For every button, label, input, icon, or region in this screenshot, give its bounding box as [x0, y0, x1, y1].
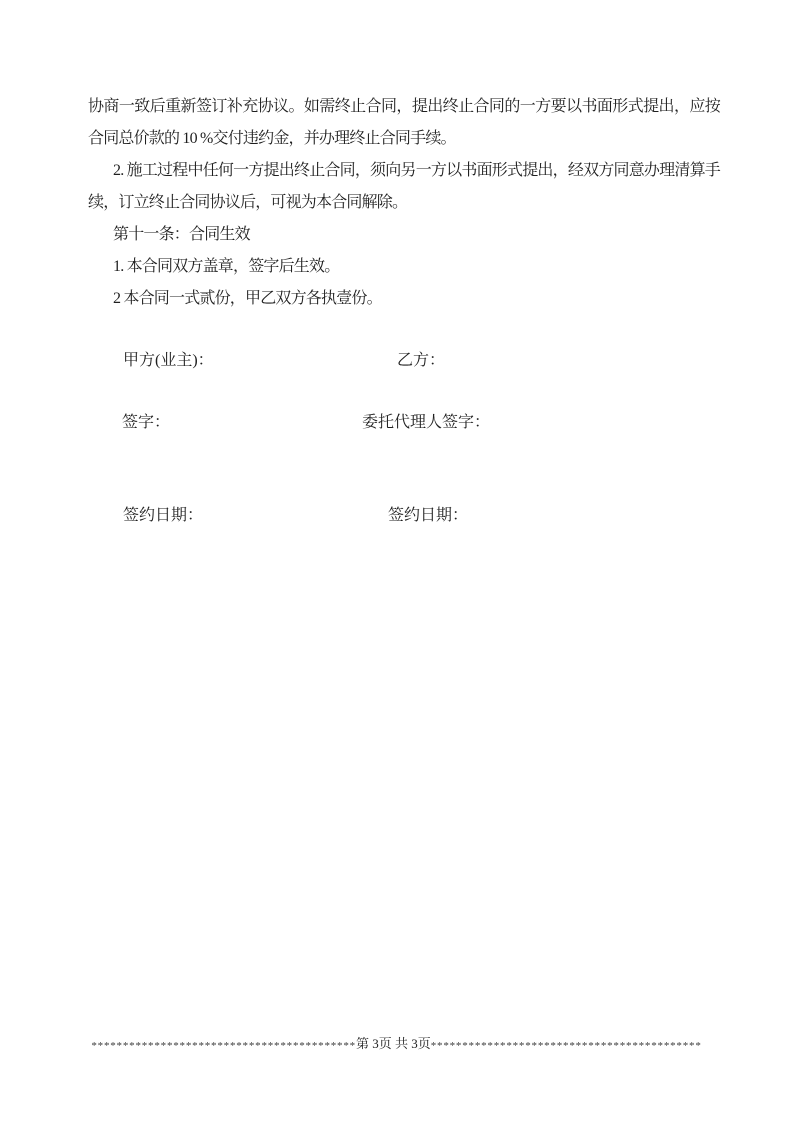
footer-stars-left: ******************************************	[91, 1040, 356, 1052]
signature-row-parties	[0, 351, 793, 373]
footer-stars-right: *******************************************	[430, 1040, 702, 1052]
date-label-right: 签约日期：	[388, 507, 469, 524]
signature-row-signatures	[0, 413, 793, 435]
signature-row-dates	[0, 506, 793, 528]
agent-sign-label: 委托代理人签字：	[362, 414, 491, 431]
clause-termination-paragraph: 2. 施工过程中任何一方提出终止合同，须向另一方以书面形式提出，经双方同意办理清算手续，订立终止合同协议后，可视为本合同解除。	[88, 162, 720, 211]
party-b-label: 乙方：	[397, 352, 446, 369]
article-11-heading: 第十一条：合同生效	[113, 226, 250, 243]
footer-page-number: 第 3页 共 3页	[355, 1036, 431, 1051]
list-item-copies: 2 本合同一式贰份，甲乙双方各执壹份。	[113, 290, 382, 307]
party-a-sign-label: 签字：	[122, 414, 171, 431]
date-label-left: 签约日期：	[123, 507, 204, 524]
party-a-label: 甲方(业主)：	[123, 352, 214, 369]
list-item-effective: 1. 本合同双方盖章，签字后生效。	[113, 258, 340, 275]
contract-body-text	[88, 91, 720, 315]
paragraph-continuation: 协商一致后重新签订补充协议。如需终止合同，提出终止合同的一方要以书面形式提出，应按合同总价款的 10 %交付违约金，并办理终止合同手续。	[88, 98, 720, 147]
page-footer	[0, 1036, 793, 1053]
